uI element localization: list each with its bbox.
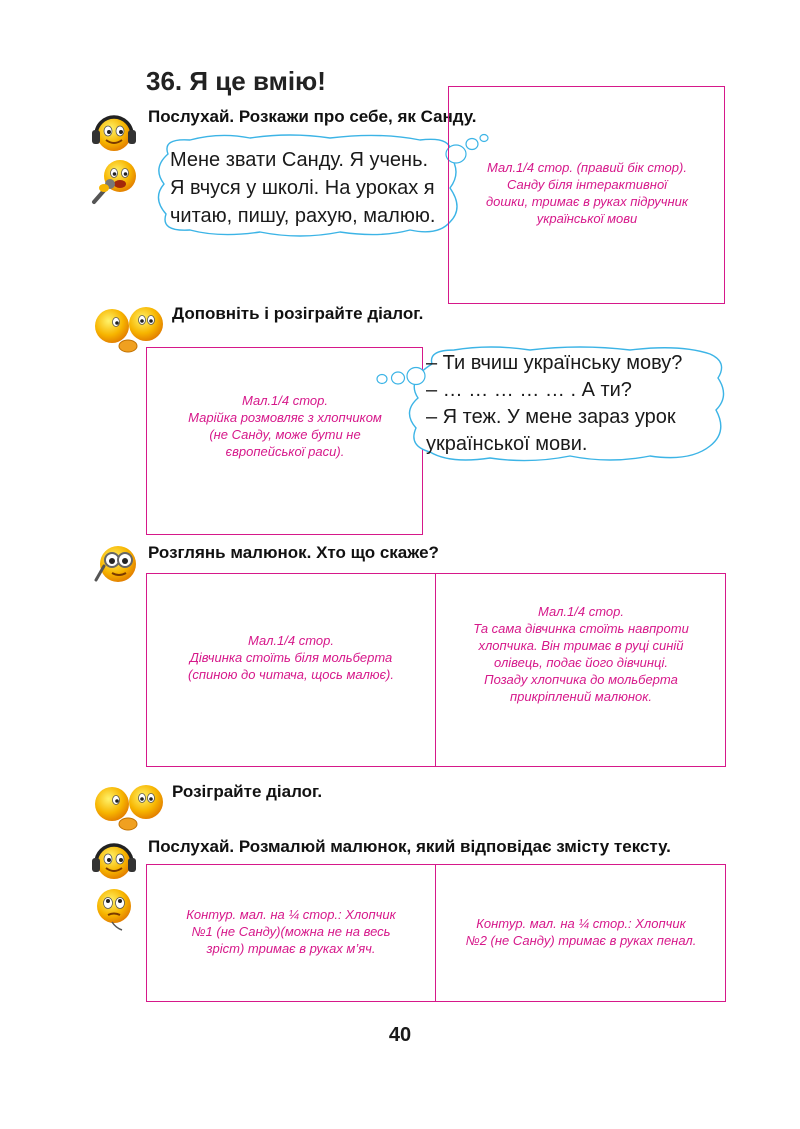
bubble-line: Мене звати Санду. Я учень.: [170, 149, 429, 171]
bubble-line: – … … … … … . А ти?: [426, 379, 632, 401]
picture-divider: [435, 864, 436, 1002]
section2-instruction: Доповніть і розіграйте діалог.: [172, 304, 424, 323]
two-smileys-handshake-icon: [92, 780, 168, 834]
section4-instruction: Розіграйте діалог.: [172, 782, 323, 801]
headphones-smiley-icon: [90, 836, 138, 884]
headphones-smiley-icon: [90, 108, 138, 156]
bubble-line: читаю, пишу, рахую, малюю.: [170, 205, 436, 227]
picture-divider: [435, 573, 436, 767]
picture-note-boy-pencil: Мал.1/4 стор. Та сама дівчинка стоїть навпроти хлопчика. Він тримає в руці синій олівець, подає його дівчинці. Позаду хлопчика до мольберта прикріплений малюнок.: [473, 604, 689, 704]
speech-bubble-1: [170, 146, 435, 230]
microphone-smiley-icon: [88, 156, 140, 206]
picture-note-girl-easel: Мал.1/4 стор. Дівчинка стоїть біля мольберта (спиною до читача, щось малює).: [188, 633, 394, 682]
thinking-smiley-icon: [90, 884, 138, 932]
picture-note-sandu: Мал.1/4 стор. (правий бік стор). Санду біля інтерактивної дошки, тримає в руках підручник української мови: [485, 160, 689, 226]
bubble-line: Я вчуся у школі. На уроках я: [170, 177, 435, 199]
picture-note-dialog: Мал.1/4 стор. Марійка розмовляє з хлопчиком (не Санду, може бути не європейської раси).: [188, 393, 382, 459]
bubble-line: – Я теж. У мене зараз урок: [426, 406, 676, 428]
page-number: 40: [388, 1024, 412, 1046]
section3-instruction: Розглянь малюнок. Хто що скаже?: [148, 543, 439, 562]
picture-note-boy-pencil-case: Контур. мал. на ¼ стор.: Хлопчик №2 (не Санду) тримає в руках пенал.: [465, 916, 697, 948]
picture-note-boy-ball: Контур. мал. на ¼ стор.: Хлопчик №1 (не Санду)(можна не на весь зріст) тримає в руках м’яч.: [186, 907, 396, 956]
section1-instruction: Послухай. Розкажи про себе, як Санду.: [148, 107, 477, 126]
bubble-line: – Ти вчиш українську мову?: [426, 352, 683, 374]
bubble-line: української мови.: [426, 433, 588, 455]
magnifier-smiley-icon: [92, 540, 142, 588]
speech-bubble-2: [426, 350, 682, 458]
section5-instruction: Послухай. Розмалюй малюнок, який відповідає змісту тексту.: [148, 837, 671, 856]
page-title: 36. Я це вмію!: [146, 66, 326, 96]
